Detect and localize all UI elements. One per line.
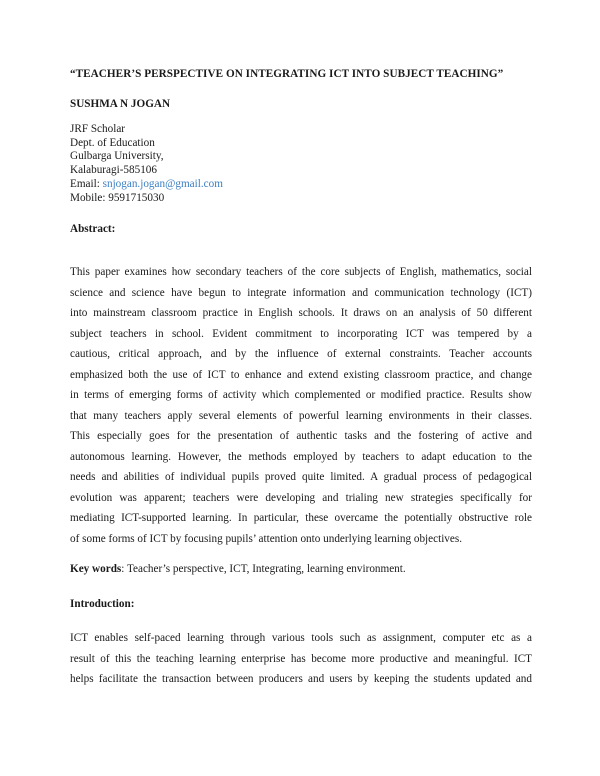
abstract-line: evolution was apparent; teachers were developing and trialing new strategies specifically for bbox=[70, 491, 532, 504]
abstract-paragraph bbox=[70, 262, 532, 549]
abstract-line: needs and abilities of individual pupils proved quite limited. A gradual process of pedagogical bbox=[70, 471, 532, 483]
abstract-line: autonomous learning. However, the methods employed by teachers to adapt education to the bbox=[70, 450, 532, 463]
author-role: JRF Scholar bbox=[70, 123, 126, 135]
author-city: Kalaburagi-585106 bbox=[70, 164, 157, 177]
author-dept: Dept. of Education bbox=[70, 136, 155, 149]
paper-title: “TEACHER’S PERSPECTIVE ON INTEGRATING ICT INTO SUBJECT TEACHING” bbox=[70, 68, 504, 80]
abstract-line: emphasized both the use of ICT to enhance and extend existing classroom practice, and change bbox=[70, 368, 532, 381]
abstract-line: mediating ICT-supported learning. In particular, these overcame the potentially obstructive role bbox=[70, 512, 532, 524]
introduction-line: ICT enables self-paced learning through various tools such as assignment, computer etc as a bbox=[70, 632, 532, 644]
abstract-line: into mainstream classroom practice in English schools. It draws on an analysis of 50 different bbox=[70, 307, 532, 319]
abstract-line: cautious, critical approach, and by the influence of external constraints. Teacher accounts bbox=[70, 348, 532, 360]
author-affiliation bbox=[70, 123, 223, 205]
abstract-line: This paper examines how secondary teachers of the core subjects of English, mathematics, social bbox=[70, 266, 532, 278]
email-link[interactable]: snjogan.jogan@gmail.com bbox=[102, 177, 223, 190]
introduction-paragraph bbox=[70, 628, 532, 690]
abstract-line: subject teachers in school. Evident commitment to incorporating ICT was tempered by a bbox=[70, 327, 532, 340]
abstract-line: that many teachers apply several elements of powerful learning environments in their classes. bbox=[70, 409, 532, 422]
author-mobile: Mobile: 9591715030 bbox=[70, 191, 165, 204]
abstract-heading: Abstract: bbox=[70, 223, 116, 235]
abstract-line: science and science have begun to integrate information and communication technology (ICT) bbox=[70, 286, 532, 299]
abstract-line: of some forms of ICT by focusing pupils’ attention onto underlying learning objectives. bbox=[70, 532, 463, 545]
author-email-line bbox=[70, 178, 223, 192]
email-label: Email: bbox=[70, 177, 103, 190]
keywords-label: Key words bbox=[70, 563, 122, 575]
introduction-line: helps facilitate the transaction between producers and users by keeping the students updated and bbox=[70, 673, 532, 685]
introduction-line: result of this the teaching learning enterprise has become more productive and meaningful. ICT bbox=[70, 652, 532, 665]
author-university: Gulbarga University, bbox=[70, 150, 164, 163]
keywords-text: : Teacher’s perspective, ICT, Integrating, learning environment. bbox=[121, 563, 406, 575]
author-name: SUSHMA N JOGAN bbox=[70, 98, 171, 110]
abstract-line: in terms of emerging forms of activity which complemented or modified practice. Results show bbox=[70, 389, 532, 401]
keywords-line bbox=[70, 563, 406, 575]
introduction-heading: Introduction: bbox=[70, 598, 135, 610]
abstract-line: This especially goes for the presentation of authentic tasks and the fostering of active and bbox=[70, 430, 532, 442]
